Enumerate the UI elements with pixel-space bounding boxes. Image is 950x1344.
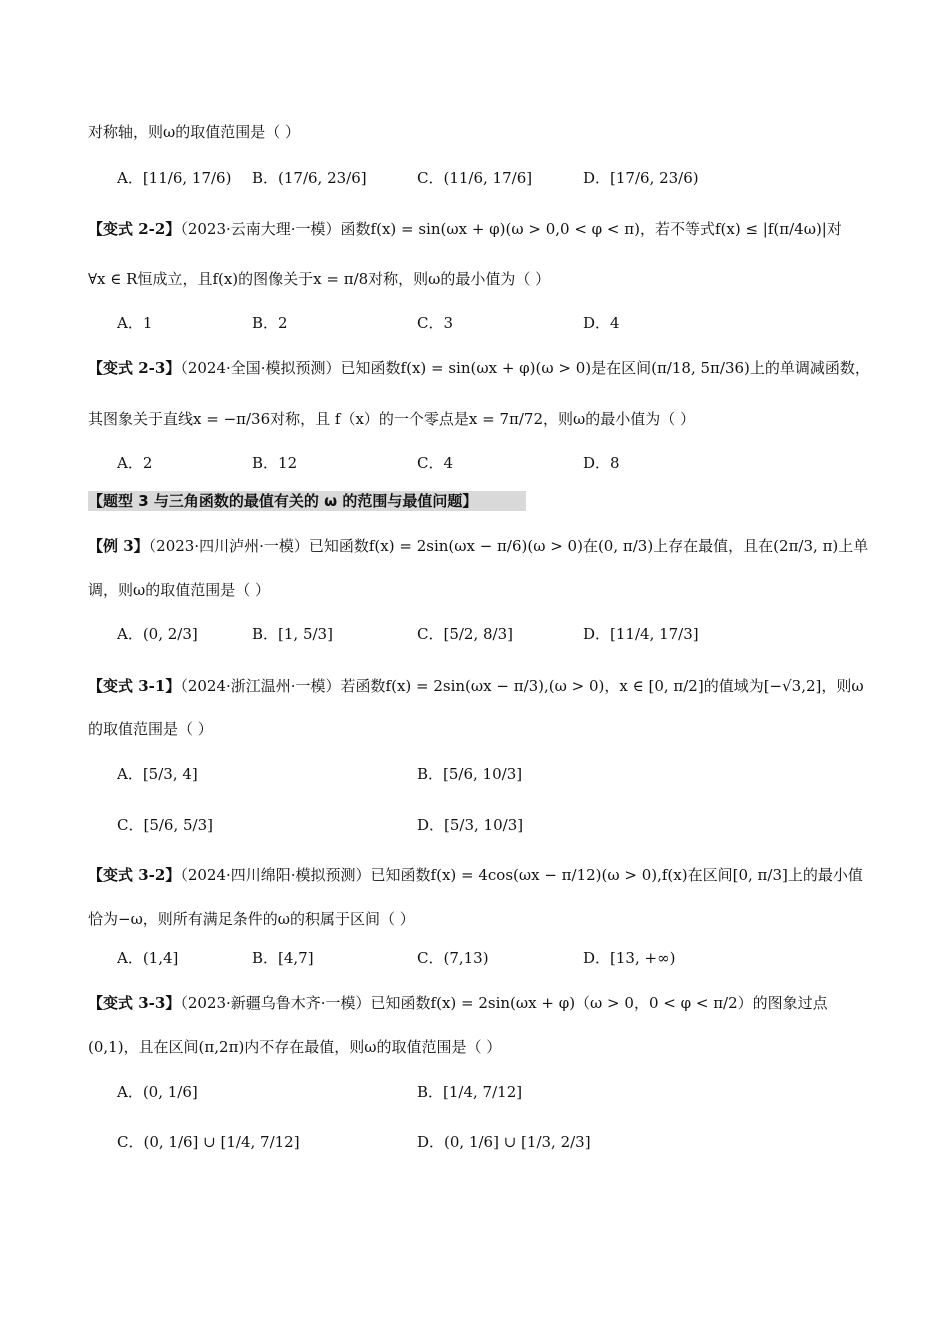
ex3-option-d: D．[11/4, 17/3] xyxy=(583,625,699,643)
v3-1-question-line2: 的取值范围是（ ） xyxy=(88,720,213,738)
v2-3-option-c: C．4 xyxy=(417,454,454,472)
v2-3-option-a: A．2 xyxy=(117,454,153,472)
v2-2-question-line1 xyxy=(88,218,878,240)
intro-option-a: A．[11/6, 17/6) xyxy=(117,169,232,187)
v2-3-option-d: D．8 xyxy=(583,454,620,472)
v2-3-option-b: B．12 xyxy=(252,454,298,472)
v3-2-option-a: A．(1,4] xyxy=(117,949,179,967)
ex3-option-a: A．(0, 2/3] xyxy=(117,625,198,643)
v3-3-option-c: C．(0, 1/6] ∪ [1/4, 7/12] xyxy=(117,1133,300,1151)
v3-3-question-line1 xyxy=(88,992,878,1014)
v2-2-question-line2: ∀x ∈ R恒成立，且f(x)的图像关于x = π/8对称，则ω的最小值为（ ） xyxy=(88,270,551,288)
section-heading: 【题型 3 与三角函数的最值有关的 ω 的范围与最值问题】 xyxy=(88,491,526,511)
v3-2-question-line2: 恰为−ω，则所有满足条件的ω的积属于区间（ ） xyxy=(88,910,415,928)
v3-2-option-b: B．[4,7] xyxy=(252,949,314,967)
v2-3-question-line1 xyxy=(88,357,878,379)
intro-option-b: B．(17/6, 23/6] xyxy=(252,169,367,187)
v2-3-text1: （2024·全国·模拟预测）已知函数f(x) = sin(ωx + φ)(ω > 0)是在区间(π/18, 5π/36)上的单调减函数， xyxy=(180,359,870,377)
v2-2-label: 【变式 2-2】 xyxy=(88,220,181,238)
v3-2-question-line1 xyxy=(88,864,878,886)
v3-3-text1: （2023·新疆乌鲁木齐·一模）已知函数f(x) = 2sin(ωx + φ)（ω > 0，0 < φ < π/2）的图象过点 xyxy=(180,994,828,1012)
v3-1-option-d: D．[5/3, 10/3] xyxy=(417,816,524,834)
intro-option-d: D．[17/6, 23/6) xyxy=(583,169,699,187)
v2-3-label: 【变式 2-3】 xyxy=(88,359,181,377)
v3-3-option-a: A．(0, 1/6] xyxy=(117,1083,198,1101)
v2-2-option-d: D．4 xyxy=(583,314,620,332)
ex3-option-b: B．[1, 5/3] xyxy=(252,625,333,643)
v3-2-text1: （2024·四川绵阳·模拟预测）已知函数f(x) = 4cos(ωx − π/12)(ω > 0),f(x)在区间[0, π/3]上的最小值 xyxy=(180,866,863,884)
ex3-question-line1 xyxy=(88,535,878,557)
v3-2-option-c: C．(7,13) xyxy=(417,949,489,967)
ex3-option-c: C．[5/2, 8/3] xyxy=(417,625,513,643)
v3-1-option-a: A．[5/3, 4] xyxy=(117,765,198,783)
v2-2-text1: （2023·云南大理·一模）函数f(x) = sin(ωx + φ)(ω > 0,0 < φ < π)，若不等式f(x) ≤ |f(π/4ω)|对 xyxy=(180,220,842,238)
v3-3-option-d: D．(0, 1/6] ∪ [1/3, 2/3] xyxy=(417,1133,591,1151)
ex3-label: 【例 3】 xyxy=(88,537,149,555)
v3-1-text1: （2024·浙江温州·一模）若函数f(x) = 2sin(ωx − π/3),(ω > 0)，x ∈ [0, π/2]的值域为[−√3,2]，则ω xyxy=(180,677,864,695)
v3-1-option-b: B．[5/6, 10/3] xyxy=(417,765,523,783)
v3-3-option-b: B．[1/4, 7/12] xyxy=(417,1083,523,1101)
v2-2-option-b: B．2 xyxy=(252,314,288,332)
v3-1-label: 【变式 3-1】 xyxy=(88,677,181,695)
v2-2-option-a: A．1 xyxy=(117,314,153,332)
intro-option-c: C．(11/6, 17/6] xyxy=(417,169,533,187)
v3-3-label: 【变式 3-3】 xyxy=(88,994,181,1012)
v2-2-option-c: C．3 xyxy=(417,314,454,332)
ex3-question-line2: 调，则ω的取值范围是（ ） xyxy=(88,581,271,599)
v2-3-question-line2: 其图象关于直线x = −π/36对称，且 f（x）的一个零点是x = 7π/72，则ω的最小值为（ ） xyxy=(88,410,696,428)
ex3-text1: （2023·四川泸州·一模）已知函数f(x) = 2sin(ωx − π/6)(ω > 0)在(0, π/3)上存在最值，且在(2π/3, π)上单 xyxy=(148,537,869,555)
v3-2-option-d: D．[13, +∞) xyxy=(583,949,676,967)
v3-2-label: 【变式 3-2】 xyxy=(88,866,181,884)
v3-3-question-line2: (0,1)，且在区间(π,2π)内不存在最值，则ω的取值范围是（ ） xyxy=(88,1038,502,1056)
v3-1-option-c: C．[5/6, 5/3] xyxy=(117,816,213,834)
intro-text: 对称轴，则ω的取值范围是（ ） xyxy=(88,123,301,141)
v3-1-question-line1 xyxy=(88,675,878,697)
